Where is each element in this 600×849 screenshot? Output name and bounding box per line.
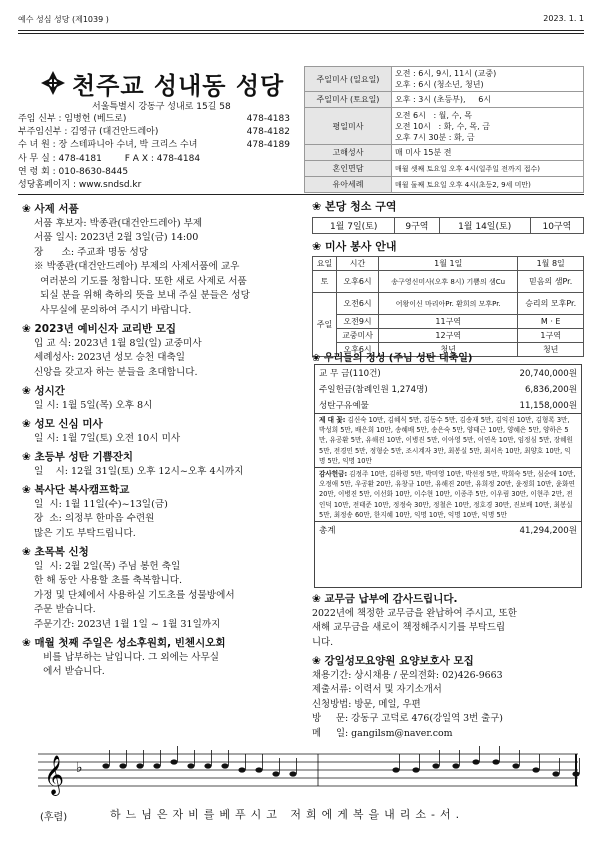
section-line: 장 소: 의정부 한마음 수련원 (34, 513, 155, 524)
music-note (238, 767, 245, 772)
music-staff (18, 746, 584, 800)
section-line: 한 해 동안 사용할 초를 축복합니다. (34, 575, 183, 586)
church-logo-icon (40, 70, 66, 96)
section-line: 세례성사: 2023년 성모 승천 대축일 (34, 352, 186, 363)
mass-row (305, 108, 584, 145)
thanks-donations: 감사헌금: 김정주 10만, 김하령 5만, 박미영 10만, 박선정 5만, 박희숙 5만, 심순애 10만, 오정애 5만, 우공환 20만, 유창규 10만, 유해진 20만, 유희정 20만, 윤정희 10만, 윤화연 20만, 이병진 5만, 이선화 10만, 이수현 10만, 이종주 5만, 이우림 30만, 이현주 2만, 전인덕 10만, 전태준 10만, 정정숙 30만, 정철은 10만, 정호경 30만, 진보배 10만, 최봉실 5만, 최정송 60만, 한지혜 10만, 익명 10만, 익명 10만, 익명 5만 (315, 468, 581, 522)
mass-roles-table (312, 256, 584, 357)
roles-cell: 1구역 (518, 329, 584, 343)
mass-row (305, 145, 584, 161)
section-line: 서품 일시: 2023년 2월 3일(금) 14:00 (34, 232, 199, 243)
section-line: 일 시: 1월 5일(목) 오후 8시 (34, 399, 153, 411)
mass-value: 매 미사 15분 전 (392, 145, 584, 161)
mass-value: 오전 : 6시, 9시, 11시 (교중) 오후 : 6시 (청소년, 청년) (392, 67, 584, 92)
roles-cell: 교중미사 (336, 329, 378, 343)
roles-cell: 오후6시 (336, 271, 378, 293)
clergy-role: 연 령 회 : 010-8630-8445 (18, 166, 129, 177)
mass-label: 주일미사 (일요일) (305, 67, 392, 92)
music-note (136, 763, 143, 768)
music-note (221, 763, 228, 768)
mass-row (305, 161, 584, 177)
section-line: 일 시: 12월 31일(토) 오후 12시~오후 4시까지 (34, 465, 244, 477)
roles-header: 1월 8일 (518, 257, 584, 271)
roles-cell: 오후6시 (336, 343, 378, 357)
music-note (452, 763, 459, 768)
roles-header: 요일 (313, 257, 337, 271)
clergy-phone: 478-4183 (246, 114, 290, 124)
church-name: 천주교 성내동 성당 (72, 72, 285, 100)
treble-clef-icon: 𝄞 (44, 755, 65, 795)
section-title: ❀ 성모 신심 미사 (22, 418, 103, 430)
offering-box (314, 364, 582, 588)
music-note (289, 771, 296, 776)
roles-cell: 주일 (313, 293, 337, 357)
notice-line: 새해 교무금을 새로이 책정해주시기를 부탁드립 (312, 622, 506, 633)
staff-line: 제출서류: 이력서 및 자기소개서 (312, 684, 442, 695)
lyrics: 하느님은자비를베푸시고 저희에게복을내리소-서. (110, 808, 465, 821)
roles-cell: 오전6시 (336, 293, 378, 315)
music-note (272, 771, 279, 776)
roles-cell: 청년 (379, 343, 518, 357)
section-line: ※ 박종관(대건안드레아) 부제의 사제서품에 교우 (34, 261, 240, 272)
section-line: 일 시: 1월 11일(수)~13일(금) (34, 498, 168, 510)
mass-label: 평일미사 (305, 108, 392, 145)
music-note (255, 767, 262, 772)
music-note (102, 763, 109, 768)
staff-line: 메 일: gangilsm@naver.com (312, 727, 453, 739)
music-note (412, 767, 419, 772)
roles-cell: 믿음의 샘Pr. (518, 271, 584, 293)
notice-section (312, 592, 584, 650)
mass-value: 매월 둘째 토요일 오후 4시(초등2, 9세 미만) (392, 177, 584, 193)
cleaning-cell: 10구역 (530, 218, 583, 234)
mass-value: 매월 셋째 토요일 오후 4시(일주일 전까지 접수) (392, 161, 584, 177)
roles-cell: 송구영신미사(오후 8시) 기쁨의 샘Cu (379, 271, 518, 293)
music-note (552, 771, 559, 776)
music-note (572, 771, 579, 776)
church-address: 서울특별시 강동구 성내로 15길 58 (92, 102, 231, 112)
section-title: ❀ 매월 첫째 주일은 성소후원회, 빈첸시오회 (22, 637, 226, 649)
music-note (119, 763, 126, 768)
music-note (512, 763, 519, 768)
homepage-link: 성당홈페이지 : www.sndsd.kr (18, 179, 142, 190)
mass-row (305, 177, 584, 193)
svg-text:♭: ♭ (76, 760, 83, 776)
cleaning-title: ❀ 본당 청소 구역 (312, 200, 397, 213)
clergy-phone: 478-4189 (246, 140, 290, 151)
music-note (532, 767, 539, 772)
roles-cell: 승리의 모후Pr. (518, 293, 584, 315)
section-line: 에서 받습니다. (34, 666, 105, 677)
section-title: ❀ 복사단 복사캠프학교 (22, 484, 130, 496)
roles-header: 시간 (336, 257, 378, 271)
mass-label: 유아세례 (305, 177, 392, 193)
music-note (432, 763, 439, 768)
cleaning-section (312, 198, 584, 234)
flower-donations: 제 대 꽃: 김신숙 10만, 김혜식 5만, 김동수 5만, 김송재 5만, 김익진 10만, 김형록 3만, 박성희 5만, 배은희 10만, 송혜배 5만, 송은숙 5만, 양태근 10만, 양혜은 5만, 양하은 5만, 유공환 5만, 유해진 10만, 이병진 5만, 이아영 5만, 이연옥 10만, 임정심 5만, 장혜원 5만, 전경민 5만, 정형순 5만, 조시계자 3만, 최봉실 5만, 최서옥 10만, 최양호 10만, 익명 5만, 익명 10만 (315, 414, 581, 468)
roles-cell: 오전9시 (336, 315, 378, 329)
section-title: ❀ 초등부 성탄 기쁨잔치 (22, 451, 134, 463)
left-column (22, 198, 300, 680)
clergy-role: 사 무 실 : 478-4181 F A X : 478-4184 (18, 153, 201, 164)
section-line: 되실 분을 위해 축하의 뜻을 보내 주실 분들은 성당 (34, 290, 250, 301)
roles-cell: 11구역 (379, 315, 518, 329)
offering-total: 총계 41,294,200원 (319, 526, 577, 537)
section-line: 신앙을 갖고자 하는 분들을 초대합니다. (34, 366, 198, 378)
roles-cell: 청년 (518, 343, 584, 357)
music-note (204, 763, 211, 768)
offering-row: 성탄구유예물 11,158,000원 (315, 397, 581, 414)
music-note (472, 759, 479, 764)
clergy-row (18, 113, 290, 126)
staff-line: 채용기간: 상시채용 / 문의전화: 02)426-9663 (312, 669, 503, 681)
music-note (392, 767, 399, 772)
cleaning-table (312, 217, 584, 234)
mass-value: 오전 6시 : 월, 수, 목 오전 10시 : 화, 수, 목, 금 오후 7시 30분 : 화, 금 (392, 108, 584, 145)
clergy-row (18, 139, 290, 152)
section-line: 주문기간: 2023년 1월 1일 ~ 1월 31일까지 (34, 618, 221, 630)
issue-label: 예수 성심 성당 (제1039 ) (18, 15, 109, 24)
clergy-list (18, 113, 290, 192)
mass-value: 오후 : 3시 (초등부), 6시 (392, 92, 584, 108)
section-line: 서품 후보자: 박종관(대건안드레아) 부제 (34, 217, 203, 229)
section-line: 일 시: 2월 2일(목) 주님 봉헌 축일 (34, 560, 181, 572)
notice-title: ❀ 교무금 납부에 감사드립니다. (312, 593, 458, 605)
clergy-role: 부주임신부 : 김영규 (대건안드레아) (18, 127, 159, 138)
cleaning-cell: 1월 14일(토) (439, 218, 530, 234)
section-line: 일 시: 1월 7일(토) 오전 10시 미사 (34, 432, 181, 444)
mass-label: 혼인면담 (305, 161, 392, 177)
section-line: 사무실에 문의하여 주시기 바랍니다. (34, 304, 192, 316)
section-title: ❀ 사제 서품 (22, 203, 79, 215)
mass-label: 주일미사 (토요일) (305, 92, 392, 108)
lyrics-prefix: (후렴) (40, 812, 68, 823)
clergy-phone: 478-4182 (246, 127, 290, 138)
clergy-row (18, 153, 290, 166)
section-line: 가정 및 단체에서 사용하실 기도초를 성물방에서 (34, 589, 235, 601)
offering-row: 주일헌금(참례인원 1,274명) 6,836,200원 (319, 385, 577, 395)
section-title: ❀ 성시간 (22, 385, 65, 397)
music-note (492, 759, 499, 764)
divider (18, 33, 584, 34)
clergy-row (18, 166, 290, 179)
staff-line: 방 문: 강동구 고덕로 476(강일역 3번 출구) (312, 713, 503, 724)
section-line: 비를 납부하는 날입니다. 그 외에는 사무실 (34, 651, 219, 663)
mass-times-table (304, 66, 584, 193)
clergy-row (18, 126, 290, 139)
divider (18, 194, 584, 195)
music-note (170, 759, 177, 764)
issue-date: 2023. 1. 1 (543, 14, 584, 23)
section-line: 많은 기도 부탁드립니다. (34, 527, 136, 539)
section-line: 여러분의 기도를 청합니다. 또한 새로 사제로 서품 (34, 275, 247, 287)
music-note (153, 763, 160, 768)
roles-cell: 12구역 (379, 329, 518, 343)
mass-row (305, 67, 584, 92)
staff-section (312, 654, 584, 741)
cleaning-cell: 9구역 (395, 218, 439, 234)
divider (18, 30, 584, 31)
offering-title: ❀ 우리들의 정성 (주님 성탄 대축일) (312, 353, 473, 364)
mass-roles-section (312, 238, 584, 357)
section-title: ❀ 2023년 예비신자 교리반 모집 (22, 323, 177, 335)
notice-line: 니다. (312, 636, 334, 648)
clergy-row[interactable] (18, 179, 290, 192)
section-line: 장 소: 주교좌 명동 성당 (34, 246, 149, 258)
roles-cell: 토 (313, 271, 337, 293)
music-note (187, 763, 194, 768)
section-title: ❀ 초목복 신청 (22, 546, 89, 558)
roles-cell: 어왕이신 마리아Pr. 환희의 모후Pr. (379, 293, 518, 315)
section-line: 입 교 식: 2023년 1월 8일(일) 교중미사 (34, 337, 202, 349)
top-bar (18, 14, 584, 28)
clergy-role: 수 녀 원 : 장 스테파니아 수녀, 박 크리스 수녀 (18, 140, 198, 151)
staff-title: ❀ 강일성모요양원 요양보호사 모집 (312, 655, 474, 667)
notice-line: 2022년에 책정한 교무금을 완납하여 주시고, 또한 (312, 607, 517, 619)
mass-roles-title: ❀ 미사 봉사 안내 (312, 240, 397, 253)
section-line: 주문 받습니다. (34, 604, 96, 615)
cleaning-cell: 1월 7일(토) (313, 218, 395, 234)
roles-cell: M · E (518, 315, 584, 329)
roles-header: 1월 1일 (379, 257, 518, 271)
offering-row: 교 무 금(110건) 20,740,000원 (319, 369, 577, 379)
mass-row (305, 92, 584, 108)
mass-label: 고해성사 (305, 145, 392, 161)
clergy-role: 주임 신부 : 임병헌 (베드로) (18, 114, 127, 124)
staff-line: 신청방법: 방문, 메일, 우편 (312, 698, 421, 710)
